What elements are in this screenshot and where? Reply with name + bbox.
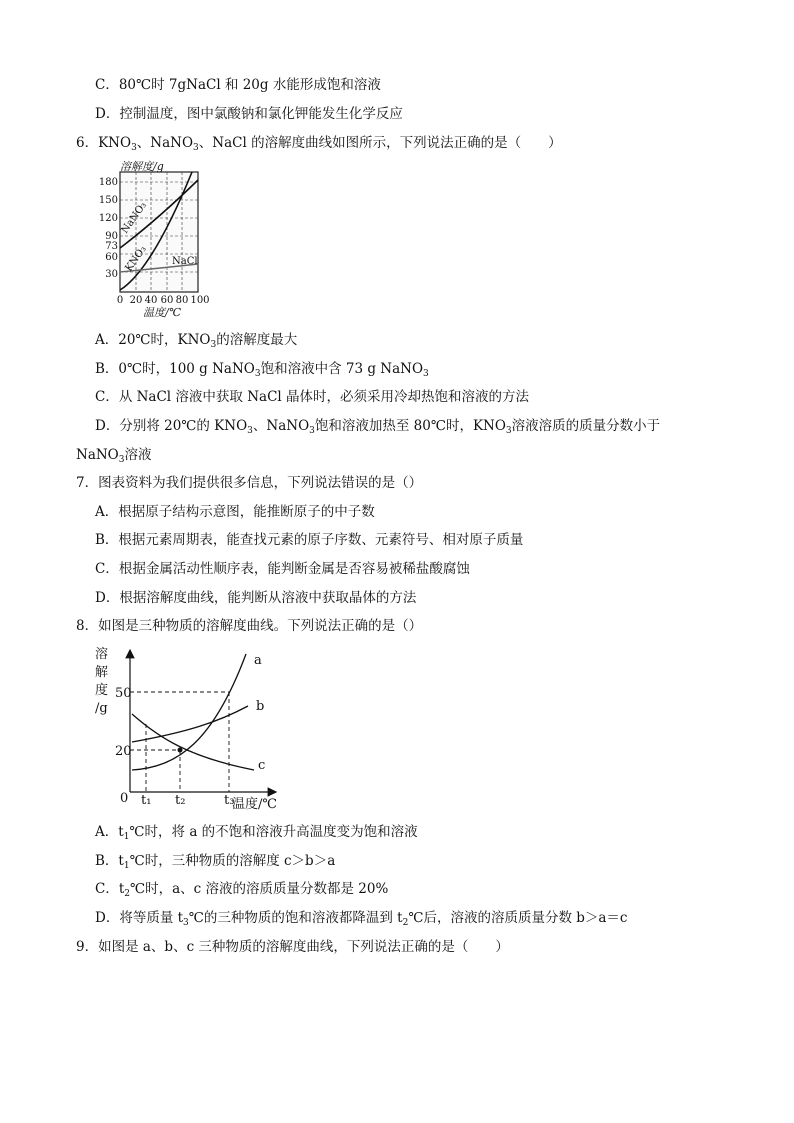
q6-ytick: 90 bbox=[105, 231, 118, 242]
q7-option-c: C．根据金属活动性顺序表，能判断金属是否容易被稀盐酸腐蚀 bbox=[95, 561, 470, 577]
q6-ylabel: 溶解度/g bbox=[120, 160, 164, 173]
q6-xtick: 0 bbox=[116, 295, 124, 306]
q8-label-a: a bbox=[254, 653, 262, 668]
q6-label-nano3: NaNO₃ bbox=[119, 200, 149, 236]
q9-stem: 9．如图是 a、b、c 三种物质的溶解度曲线，下列说法正确的是（ ） bbox=[76, 939, 509, 955]
q8-option-a: A．$t_1℃$时，将 a 的不饱和溶液升高温度变为饱和溶液 bbox=[95, 824, 418, 842]
q6-ytick: 150 bbox=[98, 195, 118, 206]
q8-ylabel: 度 bbox=[95, 683, 109, 698]
q6-solubility-chart bbox=[92, 160, 222, 318]
q7-option-d: D．根据溶解度曲线，能判断从溶液中获取晶体的方法 bbox=[95, 590, 417, 606]
q6-option-b: B．0℃时，100 g NaNO$_3$饱和溶液中含 73 g NaNO$_3$ bbox=[95, 361, 429, 379]
q8-ytick-50: 50 bbox=[115, 686, 132, 701]
q6-label-kno3: KNO₃ bbox=[123, 244, 149, 274]
q8-ylabel: /g bbox=[95, 701, 108, 716]
q8-label-b: b bbox=[256, 699, 265, 714]
q5-option-d: D．控制温度，图中氯酸钠和氯化钾能发生化学反应 bbox=[95, 106, 403, 122]
q8-xtick-t3: t₃ bbox=[224, 793, 235, 808]
q6-xtick: 80 bbox=[175, 295, 189, 306]
q8-option-b: B．$t_1℃$时，三种物质的溶解度 c＞b＞a bbox=[95, 853, 336, 871]
q8-ylabel: 解 bbox=[95, 665, 109, 680]
q8-solubility-chart bbox=[88, 642, 288, 814]
q6-option-c: C．从 NaCl 溶液中获取 NaCl 晶体时，必须采用冷却热饱和溶液的方法 bbox=[95, 389, 530, 405]
q6-xtick: 100 bbox=[190, 295, 210, 306]
q6-label-nacl: NaCl bbox=[172, 256, 198, 267]
q6-option-d: D．分别将 20℃的 $KNO_3$、NaNO$_3$饱和溶液加热至 80℃时，$KNO_3$溶液溶质的质量分数小于 bbox=[95, 418, 661, 436]
q8-stem: 8．如图是三种物质的溶解度曲线。下列说法正确的是（） bbox=[76, 618, 423, 634]
q8-label-c: c bbox=[258, 758, 266, 773]
q8-guides bbox=[130, 692, 229, 792]
q7-option-b: B．根据元素周期表，能查找元素的原子序数、元素符号、相对原子质量 bbox=[95, 532, 524, 548]
q8-ytick-20: 20 bbox=[115, 744, 132, 759]
q6-option-a: A．20℃时，$KNO_3$的溶解度最大 bbox=[95, 332, 298, 350]
q6-option-d-cont: NaNO$_3$溶液 bbox=[76, 447, 152, 465]
q6-xtick: 60 bbox=[160, 295, 174, 306]
q8-xlabel: 温度/℃ bbox=[232, 797, 277, 812]
q6-stem: 6．$KNO_3$、NaNO$_3$、NaCl 的溶解度曲线如图所示，下列说法正确的是（ ） bbox=[76, 135, 562, 153]
q6-ytick: 120 bbox=[98, 213, 118, 224]
q8-origin: 0 bbox=[120, 791, 129, 806]
q8-option-d: D．将等质量 $t_3℃$的三种物质的饱和溶液都降温到 $t_2℃$后，溶液的溶质质量分数 b＞a＝c bbox=[95, 910, 628, 928]
q5-option-c: C．80℃时 7gNaCl 和 20g 水能形成饱和溶液 bbox=[95, 77, 381, 93]
q6-xlabel: 温度/℃ bbox=[142, 306, 182, 318]
q8-curve-a bbox=[132, 654, 246, 770]
q6-xtick: 40 bbox=[144, 295, 158, 306]
q8-curve-b bbox=[132, 706, 248, 742]
q6-ytick: 73 bbox=[105, 241, 118, 252]
q6-xtick: 20 bbox=[129, 295, 143, 306]
q7-stem: 7．图表资料为我们提供很多信息，下列说法错误的是（） bbox=[76, 475, 423, 491]
q8-option-c: C．$t_2℃$时，a、c 溶液的溶质质量分数都是 20% bbox=[95, 881, 389, 899]
q6-ytick: 60 bbox=[105, 252, 118, 263]
q6-ytick: 180 bbox=[98, 177, 118, 188]
q8-intersection-point bbox=[178, 748, 183, 753]
q8-xtick-t2: t₂ bbox=[175, 793, 186, 808]
q8-xtick-t1: t₁ bbox=[141, 793, 152, 808]
q8-curve-c bbox=[132, 714, 254, 770]
q6-ytick: 30 bbox=[105, 269, 118, 280]
q8-ylabel: 溶 bbox=[95, 647, 109, 662]
q7-option-a: A．根据原子结构示意图，能推断原子的中子数 bbox=[95, 504, 375, 520]
